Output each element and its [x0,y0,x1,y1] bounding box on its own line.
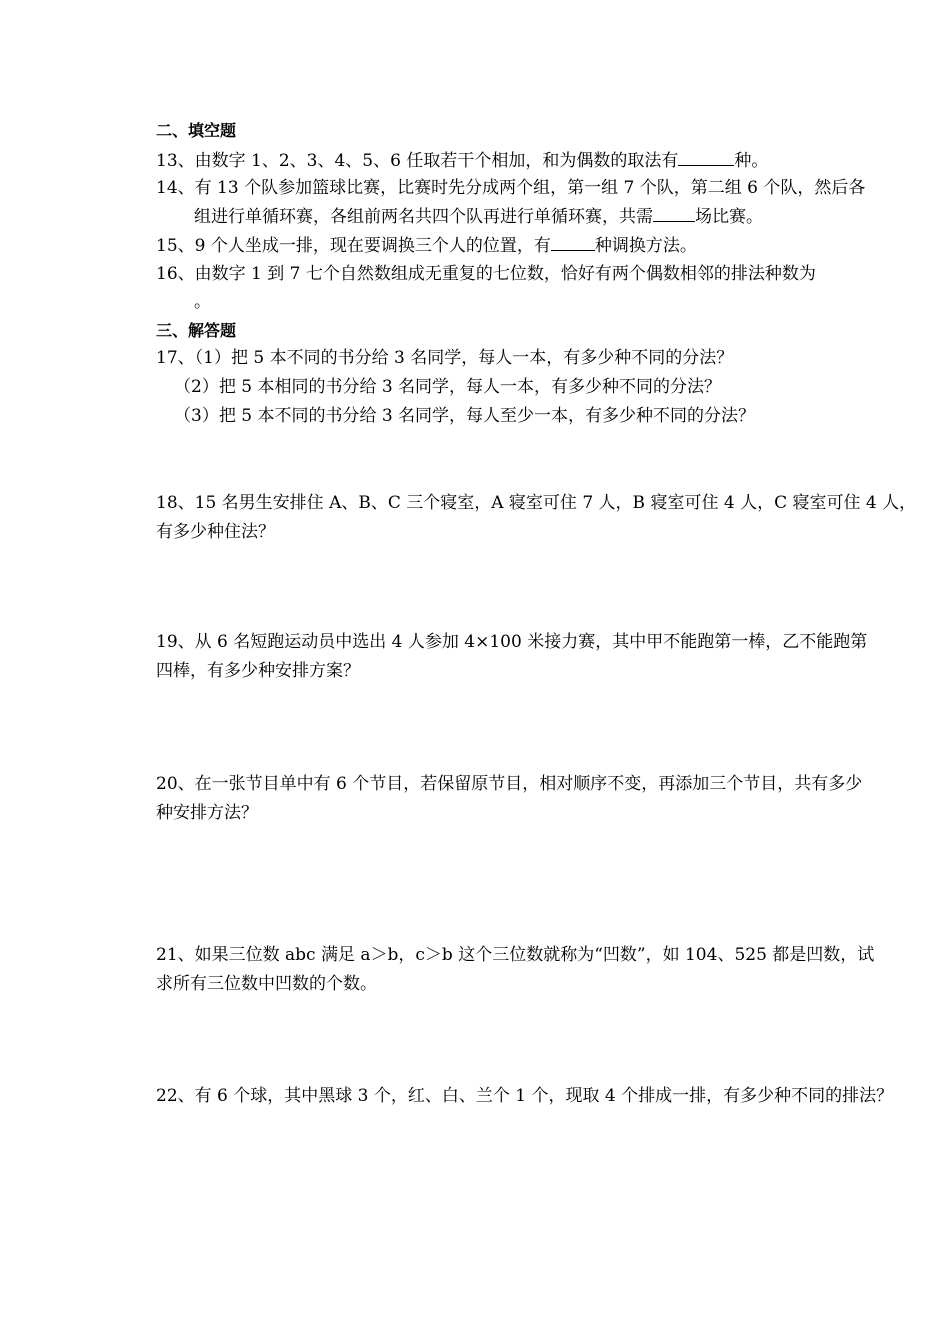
question-17-part-2: （2）把 5 本相同的书分给 3 名同学，每人一本，有多少种不同的分法？ [174,377,722,397]
question-15-suffix: 种调换方法。 [594,236,697,256]
answer-blank [653,205,695,222]
question-20-line-2: 种安排方法？ [156,803,258,823]
question-14-line-2 [194,205,763,228]
question-13-suffix: 种。 [734,151,769,171]
question-21-line-2: 求所有三位数中凹数的个数。 [156,974,377,994]
question-17-part-3: （3）把 5 本不同的书分给 3 名同学，每人至少一本，有多少种不同的分法？ [174,406,756,426]
question-19-line-1: 19、从 6 名短跑运动员中选出 4 人参加 4×100 米接力赛，其中甲不能跑第一棒，乙不能跑第 [156,632,868,652]
question-18-line-2: 有多少种住法？ [156,522,275,542]
question-18-line-1: 18、15 名男生安排住 A、B、C 三个寝室，A 寝室可住 7 人，B 寝室可住 4 人，C 寝室可住 4 人， [156,493,917,513]
question-15-text: 15、9 个人坐成一排，现在要调换三个人的位置，有 [156,236,551,256]
question-16-line-1: 16、由数字 1 到 7 七个自然数组成无重复的七位数，恰好有两个偶数相邻的排法种数为 [156,264,816,284]
question-14-line-1: 14、有 13 个队参加篮球比赛，比赛时先分成两个组，第一组 7 个队，第二组 6 个队，然后各 [156,178,866,198]
section-heading-fill-in: 二、填空题 [156,121,237,140]
question-22: 22、有 6 个球，其中黑球 3 个，红、白、兰个 1 个，现取 4 个排成一排，有多少种不同的排法？ [156,1086,894,1106]
question-14-text: 组进行单循环赛，各组前两名共四个队再进行单循环赛，共需 [194,207,653,227]
question-14-suffix: 场比赛。 [695,207,763,227]
question-17-part-1: 17、（1）把 5 本不同的书分给 3 名同学，每人一本，有多少种不同的分法？ [156,348,734,368]
question-21-line-1: 21、如果三位数 abc 满足 a＞b，c＞b 这个三位数就称为“凹数”，如 104、525 都是凹数，试 [156,945,875,965]
question-15 [156,234,697,257]
answer-blank [551,234,595,251]
question-20-line-1: 20、在一张节目单中有 6 个节目，若保留原节目，相对顺序不变，再添加三个节目，共有多少 [156,774,863,794]
question-16-line-2: 。 [194,292,211,312]
question-19-line-2: 四棒，有多少种安排方案？ [156,661,360,681]
section-heading-answer: 三、解答题 [156,321,237,340]
question-13-text: 13、由数字 1、2、3、4、5、6 任取若干个相加，和为偶数的取法有 [156,151,679,171]
answer-blank [678,149,734,166]
question-13 [156,149,768,172]
